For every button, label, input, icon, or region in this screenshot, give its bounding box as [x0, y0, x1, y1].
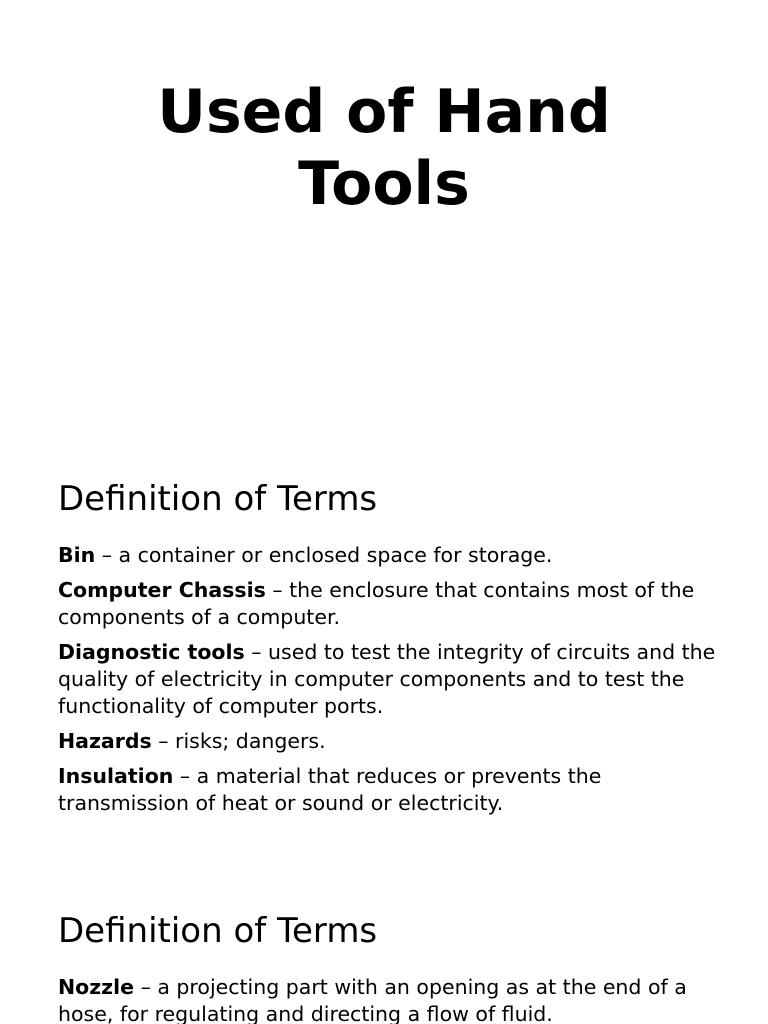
- term-nozzle: [58, 974, 718, 1024]
- term-definition: – a projecting part with an opening as at the end of a hose, for regulating and directing a flow of fluid.: [58, 975, 687, 1024]
- term-definition: – a container or enclosed space for storage.: [95, 543, 553, 567]
- title-line-1: Used of Hand: [157, 77, 611, 147]
- section-heading: Definition of Terms: [58, 479, 378, 519]
- term-name: Computer Chassis: [58, 578, 266, 602]
- term-definition: – the enclosure that contains most of the components of a computer.: [58, 578, 695, 629]
- term-hazards: [58, 728, 718, 755]
- document-title: [0, 76, 768, 220]
- term-name: Nozzle: [58, 975, 135, 999]
- term-name: Bin: [58, 543, 96, 567]
- definitions-section-1: [58, 478, 718, 825]
- term-name: Insulation: [58, 764, 174, 788]
- term-diagnostic-tools: [58, 639, 718, 720]
- term-insulation: [58, 763, 718, 817]
- section-heading: Definition of Terms: [58, 911, 378, 951]
- term-definition: – used to test the integrity of circuits and the quality of electricity in computer components and to test the functionality of computer ports.: [58, 640, 716, 718]
- definitions-section-2: [58, 910, 718, 1024]
- term-name: Hazards: [58, 729, 152, 753]
- title-line-2: Tools: [298, 149, 470, 219]
- term-computer-chassis: [58, 577, 718, 631]
- term-bin: [58, 542, 718, 569]
- term-name: Diagnostic tools: [58, 640, 245, 664]
- term-definition: – risks; dangers.: [151, 729, 326, 753]
- term-definition: – a material that reduces or prevents the transmission of heat or sound or electricity.: [58, 764, 602, 815]
